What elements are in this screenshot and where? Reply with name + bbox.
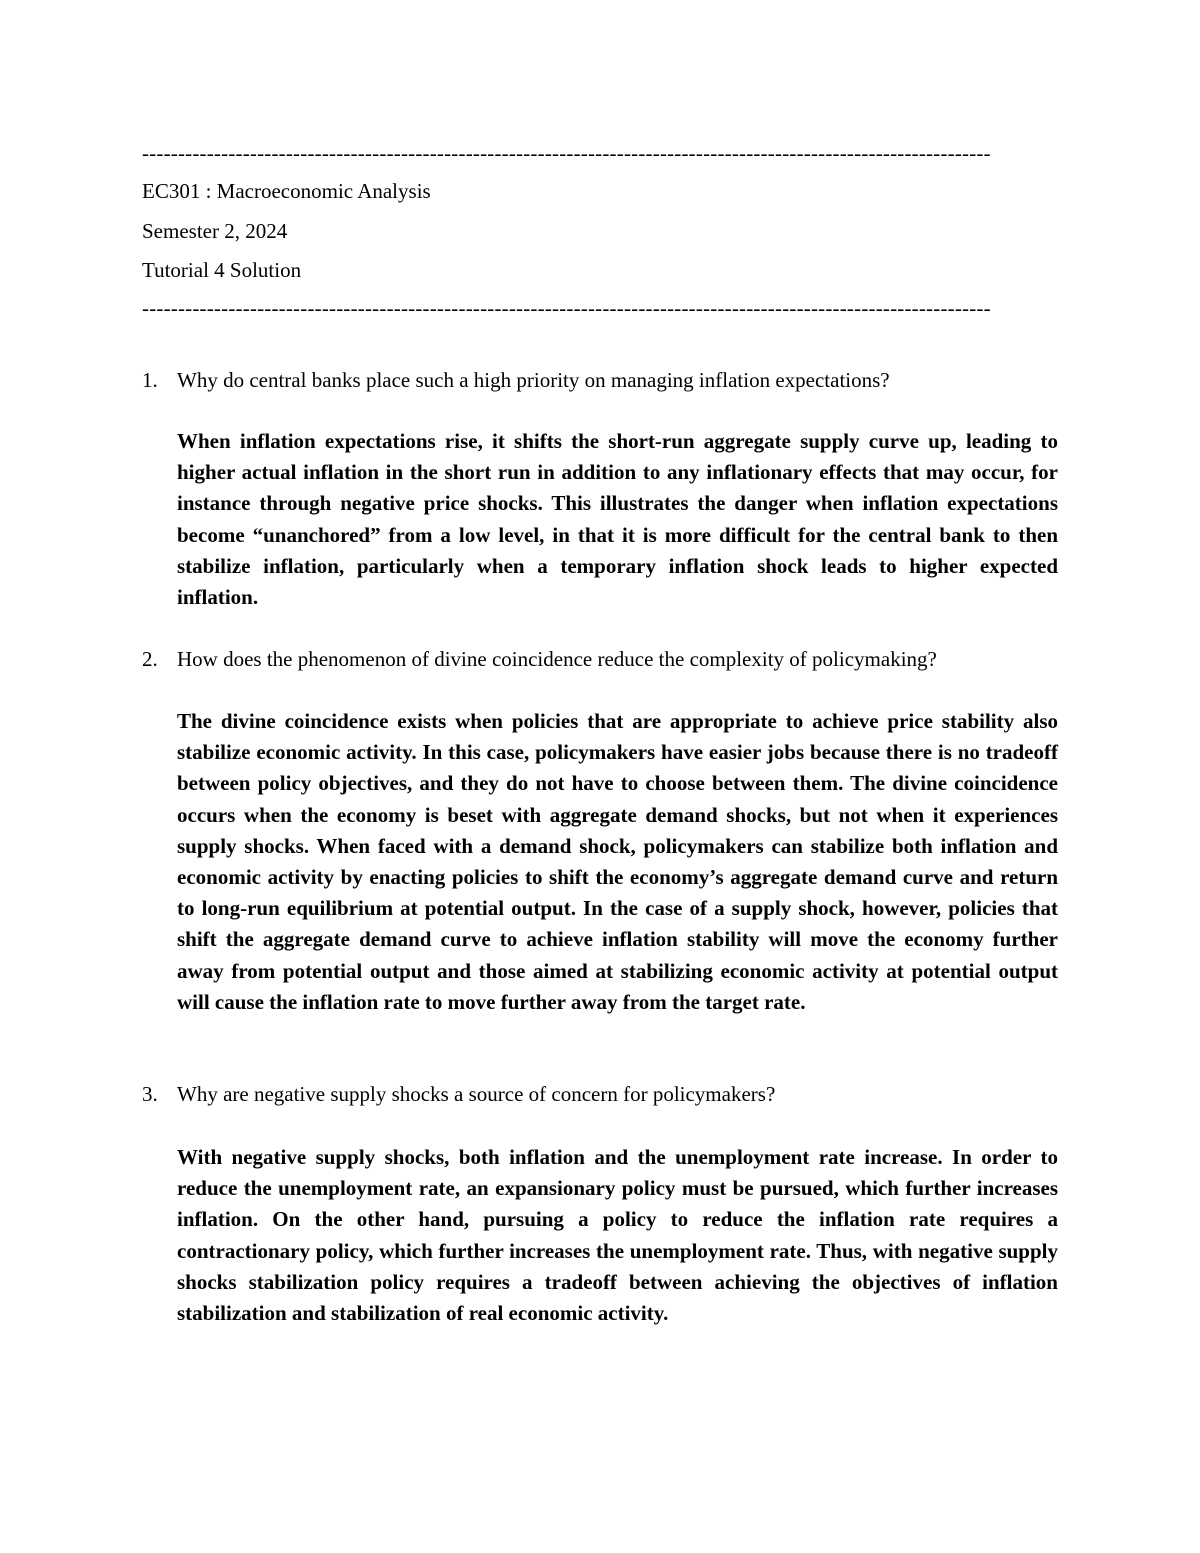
- answer-3: With negative supply shocks, both inflation and the unemployment rate increase. In order to reduce the unemployment rate, an expansionary policy must be pursued, which further increases inflation. On the other hand, pursuing a policy to reduce the inflation rate requires a contractionary policy, which further increases the unemployment rate. Thus, with negative supply shocks stabilization policy requires a tradeoff between achieving the objectives of inflation stabilization and stabilization of real economic activity.: [177, 1145, 1058, 1326]
- question-2: [142, 647, 1058, 671]
- document-title: Tutorial 4 Solution: [142, 258, 302, 282]
- question-2-text: How does the phenomenon of divine coincidence reduce the complexity of policymaking?: [177, 647, 937, 671]
- course-title: EC301 : Macroeconomic Analysis: [142, 179, 431, 203]
- question-3: [142, 1082, 1058, 1106]
- question-1-text: Why do central banks place such a high priority on managing inflation expectations?: [177, 368, 890, 392]
- question-3-text: Why are negative supply shocks a source of concern for policymakers?: [177, 1082, 776, 1106]
- question-2-number: 2.: [142, 647, 158, 671]
- answer-2: The divine coincidence exists when policies that are appropriate to achieve price stability also stabilize economic activity. In this case, policymakers have easier jobs because there is no tradeoff between policy objectives, and they do not have to choose between them. The divine coincidence occurs when the economy is beset with aggregate demand shocks, but not when it experiences supply shocks. When faced with a demand shock, policymakers can stabilize both inflation and economic activity by enacting policies to shift the economy’s aggregate demand curve and return to long-run equilibrium at potential output. In the case of a supply shock, however, policies that shift the aggregate demand curve to achieve inflation stability will move the economy further away from potential output and those aimed at stabilizing economic activity at potential output will cause the inflation rate to move further away from the target rate.: [177, 709, 1058, 1014]
- question-1: [142, 368, 1058, 392]
- header-rule-top: ----------------------------------------------------------------------------------------------------------------------: [142, 141, 991, 165]
- question-1-number: 1.: [142, 368, 158, 392]
- question-3-number: 3.: [142, 1082, 158, 1106]
- semester-label: Semester 2, 2024: [142, 219, 288, 243]
- header-rule-bottom: ----------------------------------------------------------------------------------------------------------------------: [142, 296, 991, 320]
- answer-1: When inflation expectations rise, it shifts the short-run aggregate supply curve up, leading to higher actual inflation in the short run in addition to any inflationary effects that may occur, for instance through negative price shocks. This illustrates the danger when inflation expectations become “unanchored” from a low level, in that it is more difficult for the central bank to then stabilize inflation, particularly when a temporary inflation shock leads to higher expected inflation.: [177, 429, 1058, 610]
